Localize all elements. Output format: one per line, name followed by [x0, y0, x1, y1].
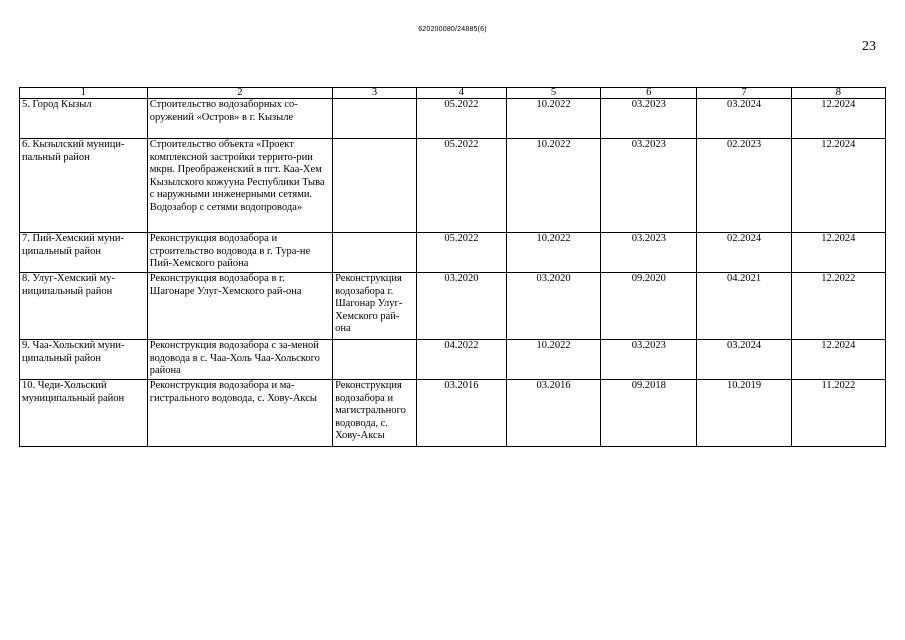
object-cell: Строительство объекта «Проект комплексной застройки террито-рии мкрн. Преображенский в пгт. Каа-Хем Кызылского кожууна Республики Тыва с наружными инженерными сетями. Водозабор с сетями водопровода»: [147, 139, 332, 233]
district-cell: 5. Город Кызыл: [20, 99, 148, 139]
date-cell-7: 04.2021: [697, 273, 791, 340]
column-header-1: 1: [20, 88, 148, 99]
date-cell-4: 03.2016: [416, 380, 506, 447]
column-header-4: 4: [416, 88, 506, 99]
date-cell-8: 12.2024: [791, 139, 885, 233]
date-cell-6: 09.2020: [601, 273, 697, 340]
table-row: [20, 99, 886, 139]
reconstruction-cell: [333, 340, 417, 380]
object-cell: Строительство водозаборных со-оружений «Остров» в г. Кызыле: [147, 99, 332, 139]
date-cell-7: 02.2024: [697, 233, 791, 273]
date-cell-5: 10.2022: [506, 340, 600, 380]
date-cell-8: 12.2024: [791, 340, 885, 380]
date-cell-8: 11.2022: [791, 380, 885, 447]
data-table: [19, 87, 886, 447]
date-cell-4: 05.2022: [416, 99, 506, 139]
date-cell-7: 02.2023: [697, 139, 791, 233]
table-row: [20, 340, 886, 380]
page-number: 23: [862, 39, 876, 54]
column-header-7: 7: [697, 88, 791, 99]
date-cell-4: 03.2020: [416, 273, 506, 340]
date-cell-4: 05.2022: [416, 233, 506, 273]
district-cell: 6. Кызылский муници-пальный район: [20, 139, 148, 233]
reconstruction-cell: [333, 139, 417, 233]
column-header-6: 6: [601, 88, 697, 99]
date-cell-7: 10.2019: [697, 380, 791, 447]
date-cell-5: 03.2020: [506, 273, 600, 340]
district-cell: 9. Чаа-Хольский муни-ципальный район: [20, 340, 148, 380]
column-header-3: 3: [333, 88, 417, 99]
reconstruction-cell: Реконструкция водозабора г. Шагонар Улуг-Хемского рай-она: [333, 273, 417, 340]
header-row: [20, 88, 886, 99]
date-cell-6: 03.2023: [601, 233, 697, 273]
date-cell-6: 09.2018: [601, 380, 697, 447]
object-cell: Реконструкция водозабора и ма-гистрального водовода, с. Хову-Аксы: [147, 380, 332, 447]
district-cell: 10. Чеди-Хольский муниципальный район: [20, 380, 148, 447]
date-cell-5: 10.2022: [506, 233, 600, 273]
column-header-8: 8: [791, 88, 885, 99]
reconstruction-cell: Реконструкция водозабора и магистрального водовода, с. Хову-Аксы: [333, 380, 417, 447]
date-cell-6: 03.2023: [601, 99, 697, 139]
date-cell-5: 10.2022: [506, 139, 600, 233]
date-cell-4: 05.2022: [416, 139, 506, 233]
date-cell-5: 10.2022: [506, 99, 600, 139]
table-row: [20, 380, 886, 447]
table-row: [20, 139, 886, 233]
date-cell-7: 03.2024: [697, 99, 791, 139]
date-cell-6: 03.2023: [601, 340, 697, 380]
object-cell: Реконструкция водозабора и строительство водовода в г. Тура-не Пий-Хемского района: [147, 233, 332, 273]
column-header-2: 2: [147, 88, 332, 99]
reconstruction-cell: [333, 99, 417, 139]
object-cell: Реконструкция водозабора с за-меной водовода в с. Чаа-Холь Чаа-Хольского района: [147, 340, 332, 380]
table-row: [20, 233, 886, 273]
date-cell-4: 04.2022: [416, 340, 506, 380]
date-cell-8: 12.2024: [791, 233, 885, 273]
date-cell-5: 03.2016: [506, 380, 600, 447]
date-cell-6: 03.2023: [601, 139, 697, 233]
column-header-5: 5: [506, 88, 600, 99]
document-id: 620200080/24885(6): [418, 26, 487, 33]
date-cell-7: 03.2024: [697, 340, 791, 380]
date-cell-8: 12.2022: [791, 273, 885, 340]
date-cell-8: 12.2024: [791, 99, 885, 139]
table-row: [20, 273, 886, 340]
reconstruction-cell: [333, 233, 417, 273]
object-cell: Реконструкция водозабора в г. Шагонаре Улуг-Хемского рай-она: [147, 273, 332, 340]
district-cell: 8. Улуг-Хемский му-ниципальный район: [20, 273, 148, 340]
district-cell: 7. Пий-Хемский муни-ципальный район: [20, 233, 148, 273]
